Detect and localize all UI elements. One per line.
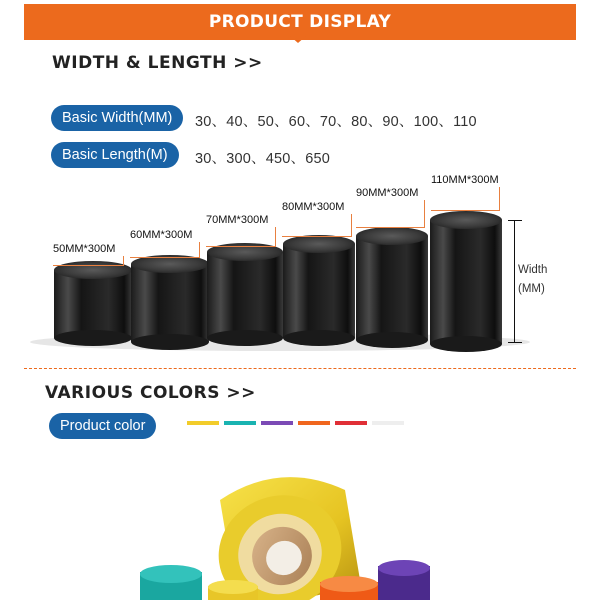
- roll-60mm: [131, 255, 209, 350]
- small-yellow-roll: [208, 580, 258, 600]
- leader-80mm: [282, 214, 352, 237]
- product-color-pill: Product color: [49, 413, 156, 439]
- roll-110mm: [430, 211, 502, 352]
- orange-roll: [320, 576, 378, 600]
- roll-80mm: [283, 235, 355, 346]
- leader-60mm: [130, 242, 200, 258]
- banner-title: PRODUCT DISPLAY: [208, 12, 392, 32]
- roll-label-50mm: 50MM*300M: [53, 243, 116, 255]
- roll-50mm: [54, 261, 132, 346]
- section-divider: [24, 368, 576, 369]
- basic-length-values: 30、300、450、650: [195, 151, 331, 167]
- leader-70mm: [206, 227, 276, 247]
- purple-roll: [378, 560, 430, 600]
- width-axis-unit: (MM): [518, 283, 545, 295]
- width-bracket-top: [508, 220, 522, 221]
- roll-90mm: [356, 227, 428, 348]
- roll-label-70mm: 70MM*300M: [206, 214, 269, 226]
- leader-90mm: [356, 200, 425, 228]
- swatch-yellow: [187, 421, 219, 425]
- swatch-teal: [224, 421, 256, 425]
- color-ribbon-rolls-photo: [130, 460, 430, 600]
- teal-roll: [140, 565, 202, 600]
- roll-70mm: [207, 243, 283, 346]
- swatch-white: [372, 421, 404, 425]
- leader-50mm: [53, 256, 124, 266]
- product-display-banner: [24, 4, 576, 40]
- basic-length-pill: Basic Length(M): [51, 142, 179, 168]
- swatch-red: [335, 421, 367, 425]
- width-length-heading: WIDTH & LENGTH >>: [52, 53, 263, 73]
- roll-label-80mm: 80MM*300M: [282, 201, 345, 213]
- basic-width-values: 30、40、50、60、70、80、90、100、110: [195, 114, 477, 130]
- basic-width-pill: Basic Width(MM): [51, 105, 183, 131]
- roll-label-90mm: 90MM*300M: [356, 187, 419, 199]
- banner-notch: [290, 36, 306, 43]
- roll-label-110mm: 110MM*300M: [431, 174, 499, 186]
- width-bracket-bottom: [508, 342, 522, 343]
- roll-label-60mm: 60MM*300M: [130, 229, 193, 241]
- leader-110mm: [431, 187, 500, 211]
- various-colors-heading: VARIOUS COLORS >>: [45, 383, 256, 403]
- width-axis-label: Width: [518, 264, 548, 276]
- width-bracket-line: [514, 220, 515, 342]
- swatch-purple: [261, 421, 293, 425]
- swatch-orange: [298, 421, 330, 425]
